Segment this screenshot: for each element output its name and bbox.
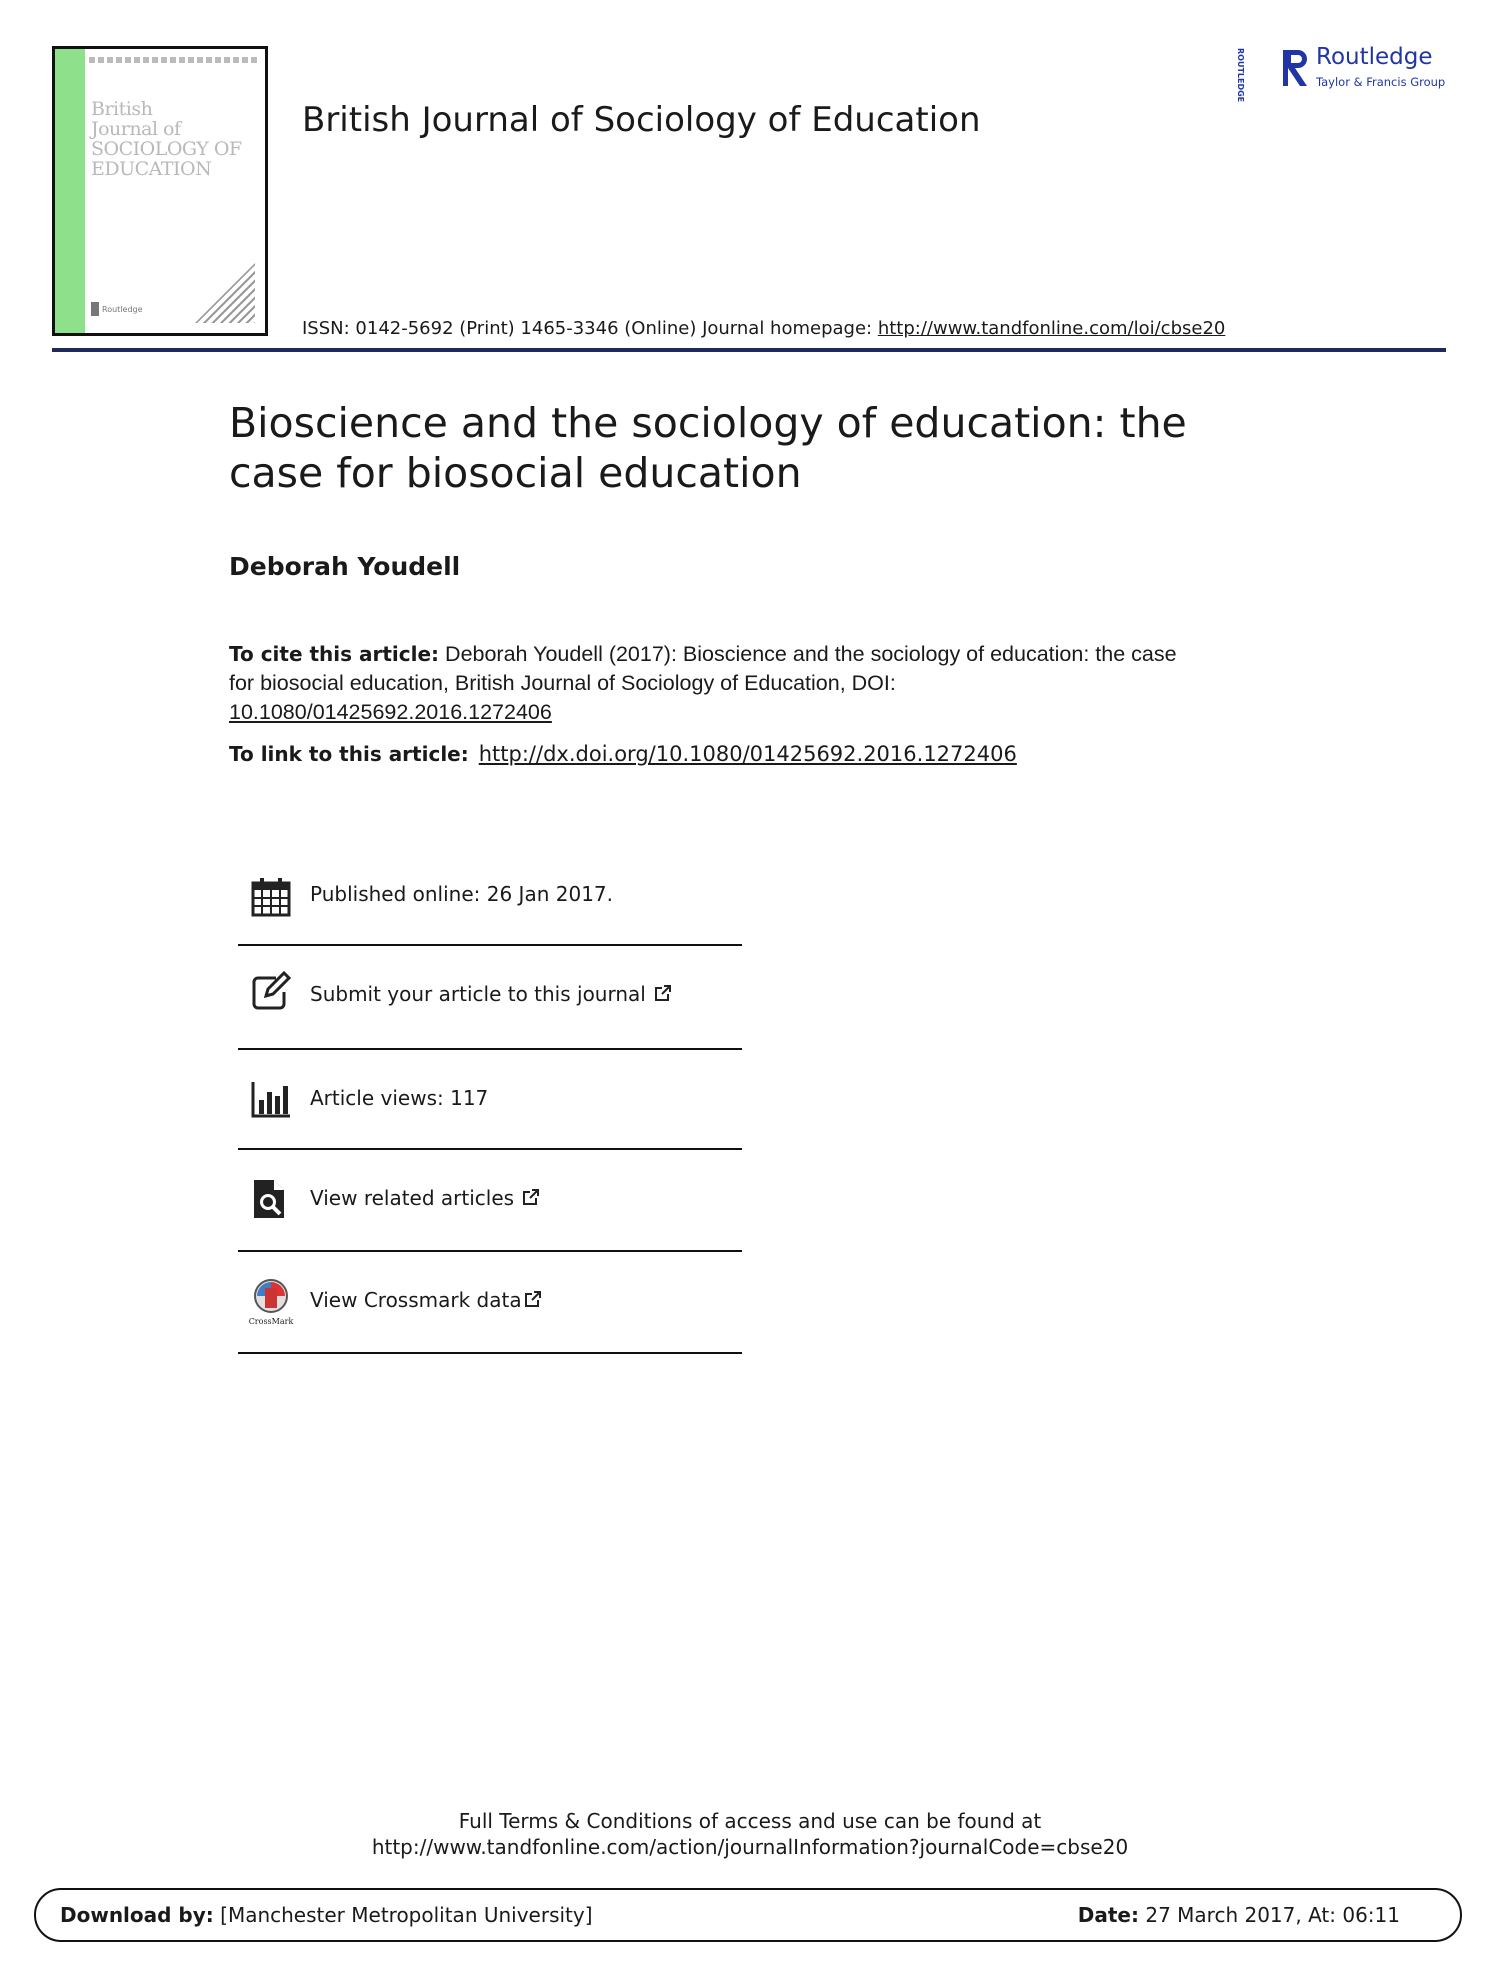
publisher-name: Routledge <box>1316 44 1433 70</box>
published-online-row <box>238 846 742 946</box>
calendar-icon <box>250 876 292 918</box>
article-views-text: Article views: 117 <box>310 1086 489 1110</box>
download-date <box>1078 1903 1400 1927</box>
submit-article-row[interactable] <box>238 948 742 1050</box>
cover-line-3: SOCIOLOGY OF <box>91 138 242 160</box>
related-articles-link[interactable] <box>310 1186 540 1210</box>
svg-text:CrossMark: CrossMark <box>248 1317 294 1326</box>
cover-top-text <box>89 57 259 63</box>
terms-notice <box>0 1808 1500 1860</box>
journal-homepage-link[interactable]: http://www.tandfonline.com/loi/cbse20 <box>877 318 1226 339</box>
citation-block <box>229 640 1189 727</box>
journal-title: British Journal of Sociology of Education <box>302 100 981 140</box>
related-articles-label: View related articles <box>310 1186 515 1210</box>
cite-text: Deborah Youdell (2017): Bioscience and the sociology of education: the case for biosocial education, British Journal of Sociology of Education, DOI: <box>229 642 1177 695</box>
journal-cover-image <box>52 46 268 336</box>
download-institution: [Manchester Metropolitan University] <box>213 1903 593 1927</box>
submit-article-link[interactable] <box>310 982 672 1006</box>
article-views-row <box>238 1050 742 1150</box>
crossmark-link[interactable] <box>310 1288 542 1312</box>
svg-text:ROUTLEDGE: ROUTLEDGE <box>1236 48 1245 103</box>
external-link-icon <box>654 984 672 1002</box>
header-divider <box>52 348 1446 352</box>
date-value: 27 March 2017, At: 06:11 <box>1138 1903 1400 1927</box>
published-online-text: Published online: 26 Jan 2017. <box>310 882 613 906</box>
crossmark-row[interactable] <box>238 1252 742 1354</box>
publisher-group: Taylor & Francis Group <box>1316 75 1446 89</box>
link-block <box>229 742 1017 766</box>
routledge-logo[interactable] <box>1236 44 1452 103</box>
related-articles-row[interactable] <box>238 1150 742 1252</box>
crossmark-icon <box>248 1278 294 1326</box>
crossmark-label: View Crossmark data <box>310 1288 522 1312</box>
cover-routledge-logo <box>91 301 153 317</box>
cover-line-2: Journal of <box>91 118 181 140</box>
terms-url[interactable]: http://www.tandfonline.com/action/journalInformation?journalCode=cbse20 <box>371 1835 1129 1859</box>
submit-article-label: Submit your article to this journal <box>310 982 646 1006</box>
download-info-bar <box>34 1888 1462 1942</box>
article-title: Bioscience and the sociology of education: the case for biosocial education <box>229 399 1187 497</box>
cover-line-1: British <box>91 98 153 120</box>
article-doi-link[interactable]: http://dx.doi.org/10.1080/01425692.2016.1272406 <box>478 742 1017 766</box>
svg-text:Routledge: Routledge <box>102 305 143 314</box>
cover-hatch-pattern <box>195 263 255 323</box>
routledge-r-icon <box>1236 44 1312 103</box>
link-label: To link to this article: <box>229 742 469 766</box>
edit-icon <box>250 970 292 1012</box>
cover-line-4: EDUCATION <box>91 158 212 180</box>
external-link-icon <box>524 1290 542 1308</box>
download-by <box>60 1903 593 1927</box>
document-search-icon <box>250 1178 292 1220</box>
terms-line-1: Full Terms & Conditions of access and use can be found at <box>458 1809 1042 1833</box>
cite-doi-link[interactable]: 10.1080/01425692.2016.1272406 <box>229 700 552 724</box>
issn-text: ISSN: 0142-5692 (Print) 1465-3346 (Online) Journal homepage: <box>302 318 878 339</box>
cover-green-stripe <box>55 49 85 333</box>
date-label: Date: <box>1077 1903 1139 1927</box>
external-link-icon <box>522 1188 540 1206</box>
cite-label: To cite this article: <box>229 642 440 666</box>
download-label: Download by: <box>60 1903 214 1927</box>
article-author: Deborah Youdell <box>229 552 461 581</box>
cover-title <box>91 99 242 179</box>
issn-line <box>302 318 1225 339</box>
bar-chart-icon <box>250 1078 292 1120</box>
